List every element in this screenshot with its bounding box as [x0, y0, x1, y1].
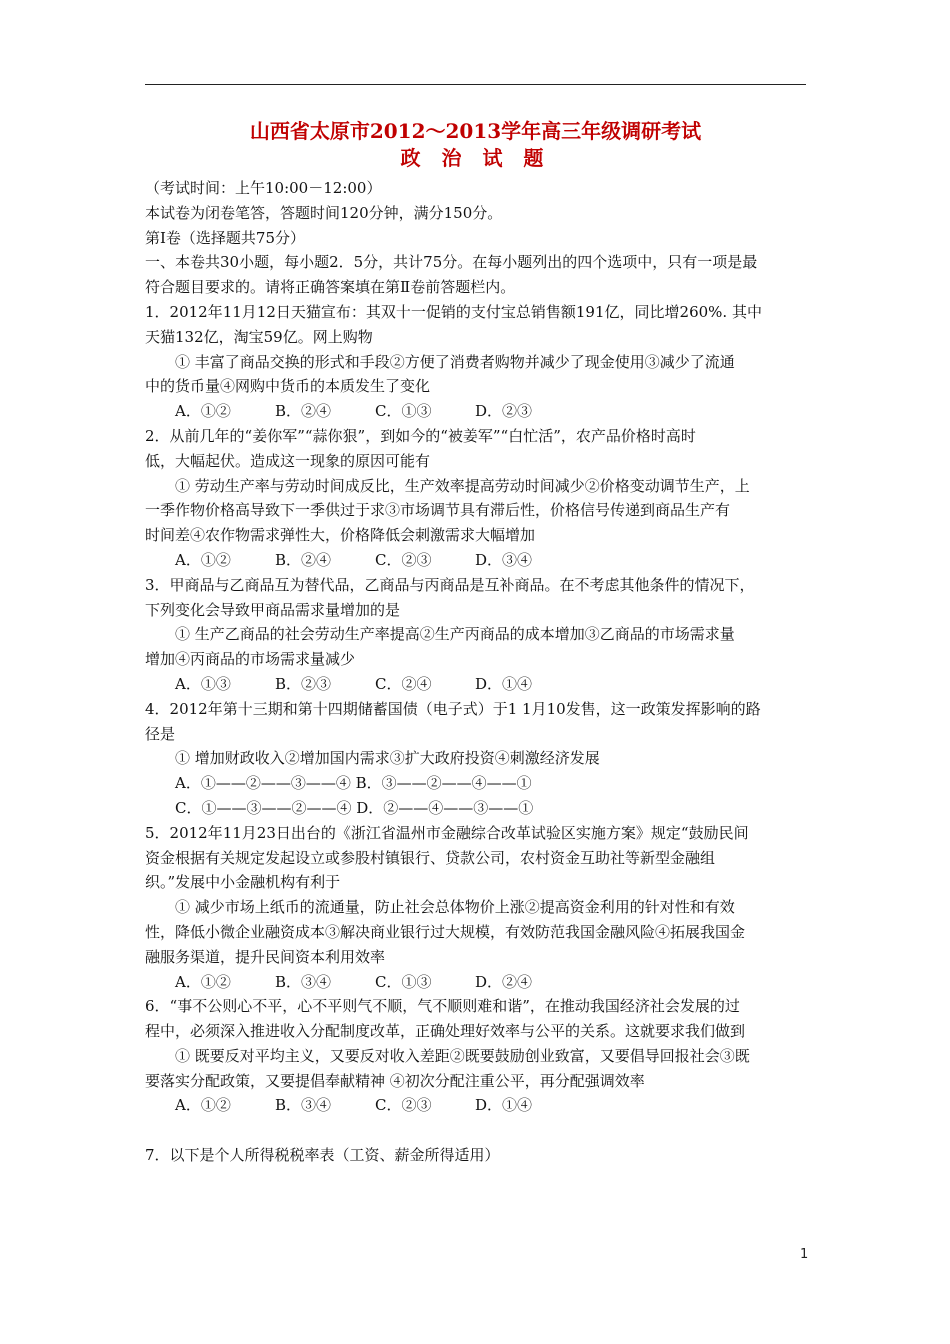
question-stem: 低，大幅起伏。造成这一现象的原因可能有: [145, 451, 431, 470]
question-items: 要落实分配政策，又要提倡奉献精神 ④初次分配注重公平，再分配强调效率: [145, 1071, 645, 1090]
exam-time: （考试时间：上午10:00－12:00）: [145, 179, 382, 197]
question-stem: 天猫132亿，淘宝59亿。网上购物: [145, 327, 373, 346]
question-items: 一季作物价格高导致下一季供过于求③市场调节具有滞后性，价格信号传递到商品生产有: [145, 501, 731, 520]
question-4: [145, 697, 806, 821]
option-b: B．③④: [275, 972, 332, 991]
question-items: 增加④丙商品的市场需求量减少: [145, 650, 356, 669]
option-c: C．②③: [375, 1096, 432, 1115]
question-items: ① 减少市场上纸币的流通量，防止社会总体物价上涨②提高资金利用的针对性和有效: [175, 898, 735, 917]
option-b: B．②④: [275, 402, 332, 421]
option-d: D．①④: [475, 674, 533, 693]
question-stem: 径是: [145, 724, 176, 743]
answer-options: [145, 672, 806, 697]
question-stem: 下列变化会导致甲商品需求量增加的是: [145, 600, 401, 619]
question-items: 性，降低小微企业融资成本③解决商业银行过大规模，有效防范我国金融风险④拓展我国金: [145, 922, 746, 941]
question-items: ① 丰富了商品交换的形式和手段②方便了消费者购物并减少了现金使用③减少了流通: [175, 352, 735, 371]
question-items: 中的货币量④网购中货币的本质发生了变化: [145, 377, 431, 396]
page-number: 1: [800, 1247, 809, 1262]
question-stem: 3．甲商品与乙商品互为替代品，乙商品与丙商品是互补商品。在不考虑其他条件的情况下，: [145, 575, 755, 594]
option-a: A．①②: [175, 972, 231, 991]
question-1: [145, 300, 806, 424]
question-stem: 6．“事不公则心不平，心不平则气不顺，气不顺则难和谐”，在推动我国经济社会发展的过: [145, 997, 740, 1016]
question-stem: 1．2012年11月12日天猫宣布：其双十一促销的支付宝总销售额191亿，同比增260%. 其中: [145, 302, 762, 321]
option-b: B．②③: [275, 674, 332, 693]
section-heading: 第Ⅰ卷（选择题共75分）: [145, 228, 306, 247]
answer-options: [145, 1093, 806, 1118]
section-instructions: 一、本卷共30小题，每小题2．5分，共计75分。在每小题列出的四个选项中，只有一项是最: [145, 253, 758, 272]
question-6: [145, 994, 806, 1118]
option-d: D．②④: [475, 972, 533, 991]
exam-subtitle: 政 治 试 题: [400, 146, 551, 170]
option-c: C．①③: [375, 402, 432, 421]
question-items: 融服务渠道，提升民间资本利用效率: [145, 947, 386, 966]
option-d: D．③④: [475, 550, 533, 569]
header-rule: [145, 84, 806, 85]
question-items: ① 增加财政收入②增加国内需求③扩大政府投资④刺激经济发展: [175, 749, 600, 768]
document-body: [145, 118, 806, 1168]
question-items: ① 劳动生产率与劳动时间成反比，生产效率提高劳动时间减少②价格变动调节生产，上: [175, 476, 750, 495]
option-a: A．①②: [175, 550, 231, 569]
option-a: A．①③: [175, 674, 231, 693]
question-3: [145, 573, 806, 697]
option-c: C．②④: [375, 674, 432, 693]
option-d: D．①④: [475, 1096, 533, 1115]
question-items: 时间差④农作物需求弹性大，价格降低会刺激需求大幅增加: [145, 526, 536, 545]
exam-title: 山西省太原市2012～2013学年高三年级调研考试: [249, 119, 702, 143]
option-a: A．①②: [175, 1096, 231, 1115]
question-stem: 织。”发展中小金融机构有利于: [145, 873, 341, 892]
option-b: B．②④: [275, 550, 332, 569]
answer-options-line: C．①——③——②——④ D．②——④——③——①: [175, 798, 534, 817]
question-stem: 5．2012年11月23日出台的《浙江省温州市金融综合改革试验区实施方案》规定“鼓励民间: [145, 823, 749, 842]
option-d: D．②③: [475, 402, 533, 421]
question-items: ① 既要反对平均主义，又要反对收入差距②既要鼓励创业致富，又要倡导回报社会③既: [175, 1046, 750, 1065]
question-stem: 资金根据有关规定发起设立或参股村镇银行、贷款公司，农村资金互助社等新型金融组: [145, 848, 716, 867]
question-2: [145, 424, 806, 573]
question-stem: 程中，必须深入推进收入分配制度改革，正确处理好效率与公平的关系。这就要求我们做到: [145, 1022, 746, 1041]
option-a: A．①②: [175, 402, 231, 421]
question-stem: 4．2012年第十三期和第十四期储蓄国债（电子式）于1 1月10发售，这一政策发挥影响的路: [145, 699, 761, 718]
answer-options: [145, 970, 806, 995]
question-items: ① 生产乙商品的社会劳动生产率提高②生产丙商品的成本增加③乙商品的市场需求量: [175, 625, 735, 644]
question-stem: 2．从前几年的“姜你军”“蒜你狠”，到如今的“被姜军”“白忙活”，农产品价格时高时: [145, 426, 696, 445]
answer-options: [145, 548, 806, 573]
spacer: [145, 1118, 806, 1143]
answer-options-line: A．①——②——③——④ B．③——②——④——①: [175, 774, 532, 793]
exam-instructions: 本试卷为闭卷笔答，答题时间120分钟，满分150分。: [145, 203, 503, 222]
option-b: B．③④: [275, 1096, 332, 1115]
option-c: C．①③: [375, 972, 432, 991]
question-5: [145, 821, 806, 995]
question-7: 7．以下是个人所得税税率表（工资、薪金所得适用）: [145, 1146, 500, 1165]
answer-options: [145, 399, 806, 424]
section-instructions: 符合题目要求的。请将正确答案填在第Ⅱ卷前答题栏内。: [145, 278, 516, 297]
option-c: C．②③: [375, 550, 432, 569]
